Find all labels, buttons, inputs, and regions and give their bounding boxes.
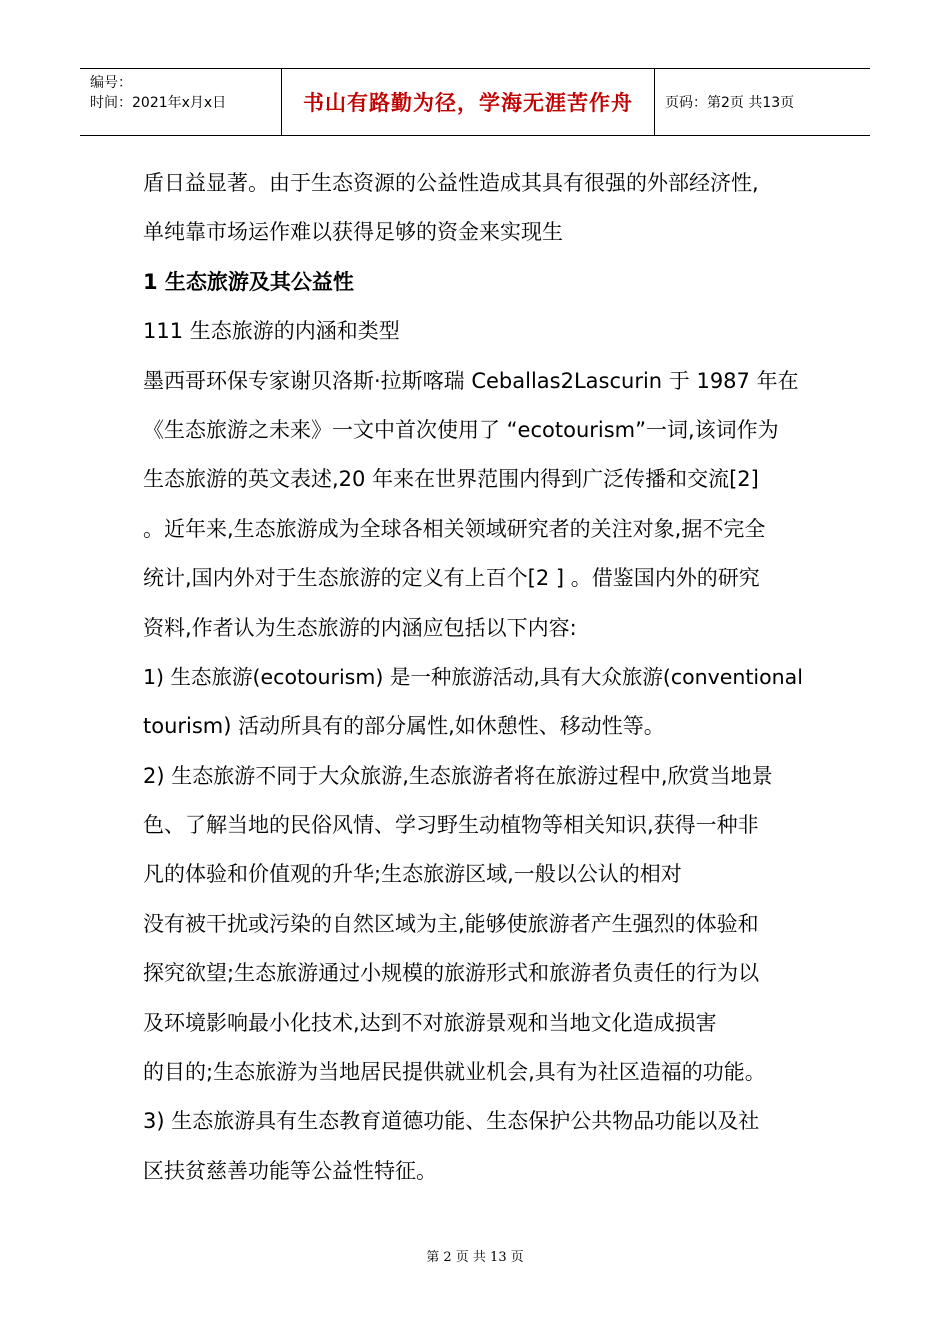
body-line: 《生态旅游之未来》一文中首次使用了 “ecotourism”一词,该词作为 xyxy=(143,417,779,442)
serial-label: 编号： xyxy=(90,75,132,91)
body-line: 2) 生态旅游不同于大众旅游,生态旅游者将在旅游过程中,欣赏当地景 xyxy=(143,763,773,788)
body-line: 1) 生态旅游(ecotourism) 是一种旅游活动,具有大众旅游(conventional xyxy=(143,664,803,689)
body-line: 墨西哥环保专家谢贝洛斯·拉斯喀瑞 Ceballas2Lascurin 于 1987 年在 xyxy=(143,368,799,393)
body-line: 凡的体验和价值观的升华;生态旅游区域,一般以公认的相对 xyxy=(143,862,682,887)
section-heading: 1 生态旅游及其公益性 xyxy=(143,269,354,294)
body-line: 探究欲望;生态旅游通过小规模的旅游形式和旅游者负责任的行为以 xyxy=(143,961,760,986)
body-line: 统计,国内外对于生态旅游的定义有上百个[2 ] 。借鉴国内外的研究 xyxy=(143,566,760,591)
body-line: 区扶贫慈善功能等公益性特征。 xyxy=(143,1158,437,1183)
page-header xyxy=(80,68,870,136)
body-line: 色、了解当地的民俗风情、学习野生动植物等相关知识,获得一种非 xyxy=(143,813,759,838)
header-page-info: 页码：第2页 共13页 xyxy=(665,95,795,111)
body-line: 盾日益显著。由于生态资源的公益性造成其具有很强的外部经济性, xyxy=(143,171,759,195)
body-line: 没有被干扰或污染的自然区域为主,能够使旅游者产生强烈的体验和 xyxy=(143,911,759,936)
body-line: 3) 生态旅游具有生态教育道德功能、生态保护公共物品功能以及社 xyxy=(143,1109,760,1134)
document-body xyxy=(143,159,808,1196)
header-meta xyxy=(80,69,282,135)
body-line: 单纯靠市场运作难以获得足够的资金来实现生 xyxy=(143,220,563,245)
page-footer: 第 2 页 共 13 页 xyxy=(426,1250,524,1265)
date-label: 时间：2021年x月x日 xyxy=(90,95,227,111)
body-line: 。近年来,生态旅游成为全球各相关领域研究者的关注对象,据不完全 xyxy=(143,516,766,541)
body-line: 的目的;生态旅游为当地居民提供就业机会,具有为社区造福的功能。 xyxy=(143,1060,766,1085)
subsection-heading: 111 生态旅游的内涵和类型 xyxy=(143,319,400,344)
body-line: tourism) 活动所具有的部分属性,如休憩性、移动性等。 xyxy=(143,714,665,739)
body-line: 资料,作者认为生态旅游的内涵应包括以下内容: xyxy=(143,615,577,640)
header-motto: 书山有路勤为径，学海无涯苦作舟 xyxy=(282,69,655,135)
body-line: 及环境影响最小化技术,达到不对旅游景观和当地文化造成损害 xyxy=(143,1010,717,1035)
body-line: 生态旅游的英文表述,20 年来在世界范围内得到广泛传播和交流[2] xyxy=(143,467,759,492)
